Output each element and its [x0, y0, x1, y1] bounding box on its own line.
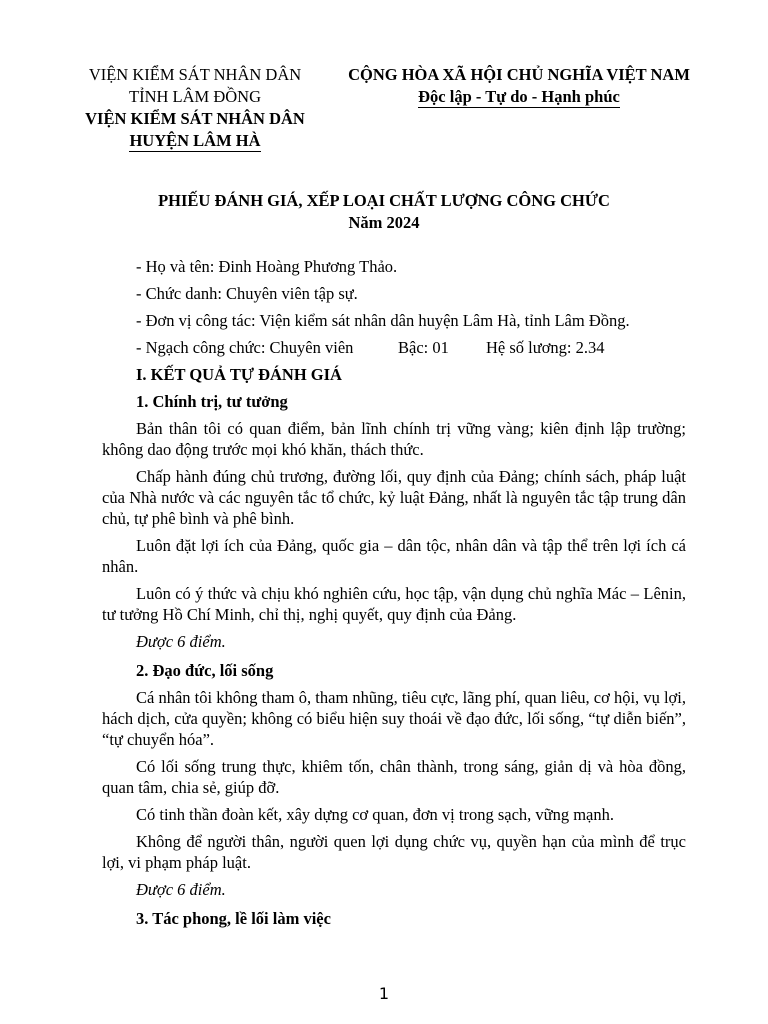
paragraph: Luôn có ý thức và chịu khó nghiên cứu, học tập, vận dụng chủ nghĩa Mác – Lênin, tư tưởng Hồ Chí Minh, chỉ thị, nghị quyết, quy định của Đảng.	[102, 584, 686, 624]
document-title-year: Năm 2024	[348, 213, 420, 232]
info-name: - Họ và tên: Đinh Hoàng Phương Thảo.	[136, 257, 398, 276]
subsection-1-title: 1. Chính trị, tư tưởng	[136, 392, 288, 411]
info-position: - Chức danh: Chuyên viên tập sự.	[136, 284, 358, 303]
document-title	[0, 190, 768, 234]
agency-header	[70, 64, 320, 152]
info-coefficient: Hệ số lương: 2.34	[486, 338, 605, 357]
subsection-3-title: 3. Tác phong, lề lối làm việc	[136, 909, 331, 928]
info-grade: Bậc: 01	[398, 338, 449, 357]
parent-agency-line-2: TỈNH LÂM ĐỒNG	[129, 87, 261, 106]
parent-agency-line-1: VIỆN KIỂM SÁT NHÂN DÂN	[88, 65, 302, 84]
subsection-1-score: Được 6 điểm.	[136, 632, 226, 651]
national-header	[324, 64, 714, 108]
paragraph: Cá nhân tôi không tham ô, tham nhũng, tiêu cực, lãng phí, quan liêu, cơ hội, vụ lợi, hách dịch, cửa quyền; không có biểu hiện suy thoái về đạo đức, lối sống, “tự diễn biến”, “tự chuyển hóa”.	[102, 688, 686, 749]
paragraph: Có tinh thần đoàn kết, xây dựng cơ quan, đơn vị trong sạch, vững mạnh.	[136, 805, 615, 824]
info-rank: - Ngạch công chức: Chuyên viên	[136, 338, 354, 357]
national-title: CỘNG HÒA XÃ HỘI CHỦ NGHĨA VIỆT NAM	[348, 65, 690, 84]
subsection-2-score: Được 6 điểm.	[136, 880, 226, 899]
subsection-2-title: 2. Đạo đức, lối sống	[136, 661, 274, 680]
paragraph: Có lối sống trung thực, khiêm tốn, chân thành, trong sáng, giản dị và hòa đồng, quan tâm, chia sẻ, giúp đỡ.	[102, 757, 686, 797]
info-unit: - Đơn vị công tác: Viện kiểm sát nhân dân huyện Lâm Hà, tỉnh Lâm Đồng.	[136, 311, 630, 330]
section-1-title: I. KẾT QUẢ TỰ ĐÁNH GIÁ	[136, 365, 342, 384]
paragraph: Bản thân tôi có quan điểm, bản lĩnh chính trị vững vàng; kiên định lập trường; không dao động trước mọi khó khăn, thách thức.	[102, 419, 686, 459]
document-body	[102, 256, 686, 935]
info-rank-row	[136, 337, 686, 358]
agency-name-line-1: VIỆN KIỂM SÁT NHÂN DÂN	[85, 109, 305, 128]
paragraph: Không để người thân, người quen lợi dụng chức vụ, quyền hạn của mình để trục lợi, vi phạm pháp luật.	[102, 832, 686, 872]
page-number: 1	[378, 984, 390, 1003]
paragraph: Chấp hành đúng chủ trương, đường lối, quy định của Đảng; chính sách, pháp luật của Nhà nước và các nguyên tắc tổ chức, kỷ luật Đảng, nhất là nguyên tắc tập trung dân chủ, tự phê bình và phê bình.	[102, 467, 686, 528]
agency-name-line-2: HUYỆN LÂM HÀ	[129, 131, 261, 150]
paragraph: Luôn đặt lợi ích của Đảng, quốc gia – dân tộc, nhân dân và tập thể trên lợi ích cá nhân.	[102, 536, 686, 576]
national-motto: Độc lập - Tự do - Hạnh phúc	[418, 87, 620, 106]
document-title-main: PHIẾU ĐÁNH GIÁ, XẾP LOẠI CHẤT LƯỢNG CÔNG CHỨC	[158, 191, 610, 210]
